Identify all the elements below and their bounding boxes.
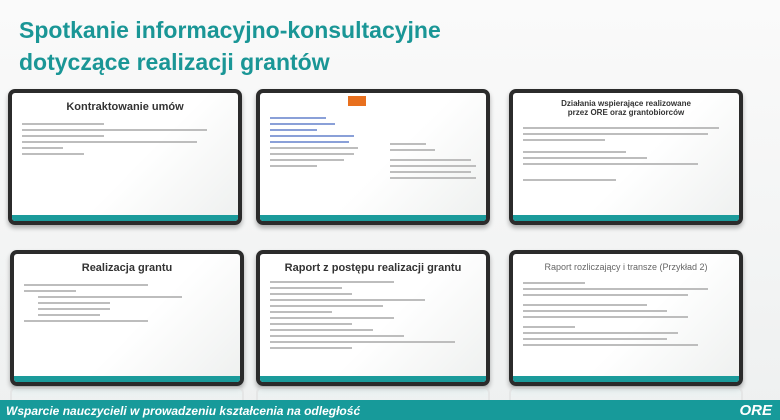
slide-title: Realizacja grantu xyxy=(81,262,173,274)
slide-thumbnail-3[interactable] xyxy=(509,89,743,225)
title-line-1: Spotkanie informacyjno-konsultacyjne xyxy=(19,17,441,43)
ore-logo: ORE xyxy=(739,402,772,419)
slide-thumbnail-2[interactable] xyxy=(256,89,490,225)
footer-text: Wsparcie nauczycieli w prowadzeniu kształcenia na odległość xyxy=(6,404,361,418)
slide-title: Działania wspierające realizowane przez ORE oraz grantobiorców xyxy=(561,99,691,117)
slide-title: Raport z postępu realizacji grantu xyxy=(284,262,462,274)
title-line-2: dotyczące realizacji grantów xyxy=(19,49,330,75)
page-title xyxy=(19,14,441,78)
slide-thumbnail-5[interactable] xyxy=(256,250,490,386)
footer-bar xyxy=(0,400,780,420)
orange-tab xyxy=(348,96,366,106)
slide-thumbnail-6[interactable] xyxy=(509,250,743,386)
slide-thumbnail-4[interactable] xyxy=(10,250,244,386)
slide-title: Raport rozliczający i transze (Przykład 2) xyxy=(544,262,708,272)
slide-footer xyxy=(12,215,238,221)
slide-thumbnail-1[interactable] xyxy=(8,89,242,225)
slide-title: Kontraktowanie umów xyxy=(66,101,184,113)
